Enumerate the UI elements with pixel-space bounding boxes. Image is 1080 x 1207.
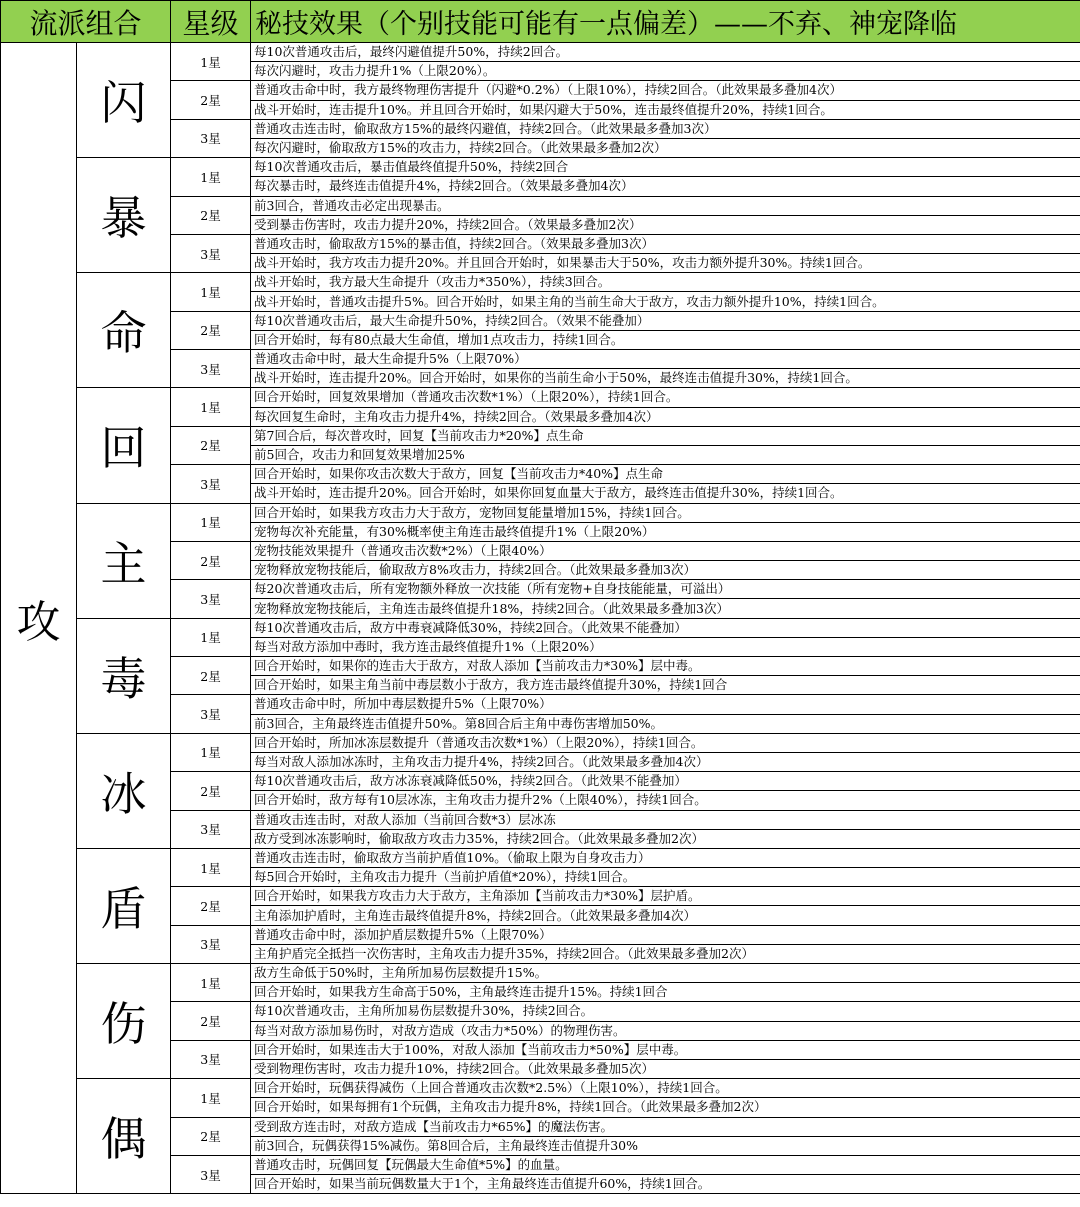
effect-text: 回合开始时，如果每拥有1个玩偶，主角攻击力提升8%，持续1回合。（此效果最多叠加2次） [251,1098,1080,1117]
effect-text: 每10次普通攻击后，最大生命提升50%，持续2回合。（效果不能叠加） [251,311,1080,330]
star-level: 3星 [171,810,251,848]
effect-text: 每次闪避时，偷取敌方15%的攻击力，持续2回合。（此效果最多叠加2次） [251,138,1080,157]
effect-text: 主角添加护盾时，主角连击最终值提升8%，持续2回合。（此效果最多叠加4次） [251,906,1080,925]
header-star: 星级 [171,1,251,43]
effect-text: 每次暴击时，最终连击值提升4%，持续2回合。（效果最多叠加4次） [251,177,1080,196]
school-name: 回 [77,388,171,503]
school-name: 盾 [77,848,171,963]
effect-text: 宠物释放宠物技能后，偷取敌方8%攻击力，持续2回合。（此效果最多叠加3次） [251,561,1080,580]
effect-text: 回合开始时，敌方每有10层冰冻，主角攻击力提升2%（上限40%），持续1回合。 [251,791,1080,810]
effect-text: 回合开始时，如果我方生命高于50%，主角最终连击提升15%。持续1回合 [251,983,1080,1002]
effect-text: 受到暴击伤害时，攻击力提升20%，持续2回合。（效果最多叠加2次） [251,215,1080,234]
effect-text: 每10次普通攻击后，敌方冰冻衰减降低50%，持续2回合。（此效果不能叠加） [251,772,1080,791]
table-row [1,618,1080,637]
effect-text: 每10次普通攻击后，敌方中毒衰减降低30%，持续2回合。（此效果不能叠加） [251,618,1080,637]
table-row [1,733,1080,752]
star-level: 1星 [171,503,251,541]
star-level: 2星 [171,196,251,234]
table-row [1,964,1080,983]
effect-text: 回合开始时，如果你的连击大于敌方，对敌人添加【当前攻击力*30%】层中毒。 [251,657,1080,676]
star-level: 1星 [171,1079,251,1117]
effect-text: 每10次普通攻击，主角所加易伤层数提升30%，持续2回合。 [251,1002,1080,1021]
effect-text: 敌方生命低于50%时，主角所加易伤层数提升15%。 [251,964,1080,983]
star-level: 3星 [171,1040,251,1078]
school-name: 毒 [77,618,171,733]
table-row [1,388,1080,407]
header-effect: 秘技效果（个别技能可能有一点偏差）——不弃、神宠降临 [251,1,1080,43]
effect-text: 战斗开始时，连击提升20%。回合开始时，如果你的当前生命小于50%，最终连击值提升30%，持续1回合。 [251,369,1080,388]
star-level: 1星 [171,388,251,426]
effect-text: 每20次普通攻击后，所有宠物额外释放一次技能（所有宠物+自身技能能量，可溢出） [251,580,1080,599]
effect-text: 宠物每次补充能量，有30%概率使主角连击最终值提升1%（上限20%） [251,522,1080,541]
effect-text: 前3回合，主角最终连击值提升50%。第8回合后主角中毒伤害增加50%。 [251,714,1080,733]
effect-text: 战斗开始时，我方最大生命提升（攻击力*350%），持续3回合。 [251,273,1080,292]
effect-text: 回合开始时，玩偶获得减伤（上回合普通攻击次数*2.5%）（上限10%），持续1回合。 [251,1079,1080,1098]
effect-text: 普通攻击时，偷取敌方15%的暴击值，持续2回合。（效果最多叠加3次） [251,234,1080,253]
star-level: 3星 [171,1155,251,1193]
star-level: 2星 [171,311,251,349]
effect-text: 普通攻击连击时，偷取敌方当前护盾值10%。（偷取上限为自身攻击力） [251,848,1080,867]
school-name: 主 [77,503,171,618]
effect-text: 回合开始时，回复效果增加（普通攻击次数*1%）（上限20%），持续1回合。 [251,388,1080,407]
star-level: 3星 [171,234,251,272]
effect-text: 每当对敌人添加冰冻时，主角攻击力提升4%，持续2回合。（此效果最多叠加4次） [251,752,1080,771]
effect-text: 前3回合，玩偶获得15%减伤。第8回合后，主角最终连击值提升30% [251,1136,1080,1155]
school-name: 暴 [77,158,171,273]
effect-text: 回合开始时，所加冰冻层数提升（普通攻击次数*1%）（上限20%），持续1回合。 [251,733,1080,752]
effect-text: 主角护盾完全抵挡一次伤害时，主角攻击力提升35%，持续2回合。（此效果最多叠加2次） [251,944,1080,963]
effect-text: 受到敌方连击时，对敌方造成【当前攻击力*65%】的魔法伤害。 [251,1117,1080,1136]
effect-text: 受到物理伤害时，攻击力提升10%，持续2回合。（此效果最多叠加5次） [251,1059,1080,1078]
effect-text: 普通攻击命中时，最大生命提升5%（上限70%） [251,350,1080,369]
star-level: 3星 [171,119,251,157]
table-body [1,43,1080,1194]
header-row [1,1,1080,43]
effect-text: 每10次普通攻击后，暴击值最终值提升50%，持续2回合 [251,158,1080,177]
star-level: 3星 [171,580,251,618]
star-level: 1星 [171,158,251,196]
star-level: 2星 [171,541,251,579]
star-level: 1星 [171,733,251,771]
effect-text: 第7回合后，每次普攻时，回复【当前攻击力*20%】点生命 [251,426,1080,445]
effect-text: 战斗开始时，我方攻击力提升20%。并且回合开始时，如果暴击大于50%，攻击力额外提升30%。持续1回合。 [251,254,1080,273]
star-level: 3星 [171,350,251,388]
effect-text: 每次回复生命时，主角攻击力提升4%，持续2回合。（效果最多叠加4次） [251,407,1080,426]
effect-text: 战斗开始时，连击提升10%。并且回合开始时，如果闪避大于50%，连击最终值提升20%，持续1回合。 [251,100,1080,119]
effect-text: 普通攻击连击时，偷取敌方15%的最终闪避值，持续2回合。（此效果最多叠加3次） [251,119,1080,138]
star-level: 1星 [171,618,251,656]
effect-text: 回合开始时，如果你攻击次数大于敌方，回复【当前攻击力*40%】点生命 [251,465,1080,484]
star-level: 2星 [171,1002,251,1040]
star-level: 3星 [171,695,251,733]
effect-text: 战斗开始时，连击提升20%。回合开始时，如果你回复血量大于敌方，最终连击值提升30%，持续1回合。 [251,484,1080,503]
effect-text: 回合开始时，如果我方攻击力大于敌方，主角添加【当前攻击力*30%】层护盾。 [251,887,1080,906]
star-level: 2星 [171,657,251,695]
header-school: 流派组合 [1,1,171,43]
star-level: 2星 [171,772,251,810]
school-name: 偶 [77,1079,171,1194]
star-level: 3星 [171,925,251,963]
effect-text: 每当对敌方添加易伤时，对敌方造成（攻击力*50%）的物理伤害。 [251,1021,1080,1040]
star-level: 3星 [171,465,251,503]
effect-text: 每10次普通攻击后，最终闪避值提升50%，持续2回合。 [251,43,1080,62]
star-level: 1星 [171,43,251,81]
effect-text: 普通攻击连击时，对敌人添加（当前回合数*3）层冰冻 [251,810,1080,829]
effect-text: 普通攻击命中时，所加中毒层数提升5%（上限70%） [251,695,1080,714]
effect-text: 战斗开始时，普通攻击提升5%。回合开始时，如果主角的当前生命大于敌方，攻击力额外提升10%，持续1回合。 [251,292,1080,311]
star-level: 2星 [171,81,251,119]
effect-text: 每次闪避时，攻击力提升1%（上限20%）。 [251,62,1080,81]
effect-text: 每5回合开始时，主角攻击力提升（当前护盾值*20%），持续1回合。 [251,868,1080,887]
table-row [1,503,1080,522]
school-name: 命 [77,273,171,388]
effect-text: 前3回合，普通攻击必定出现暴击。 [251,196,1080,215]
star-level: 2星 [171,426,251,464]
school-name: 闪 [77,43,171,158]
table-row [1,1079,1080,1098]
effect-text: 回合开始时，如果我方攻击力大于敌方，宠物回复能量增加15%，持续1回合。 [251,503,1080,522]
effect-text: 回合开始时，如果当前玩偶数量大于1个，主角最终连击值提升60%，持续1回合。 [251,1175,1080,1194]
star-level: 2星 [171,887,251,925]
effect-text: 回合开始时，如果连击大于100%，对敌人添加【当前攻击力*50%】层中毒。 [251,1040,1080,1059]
table-row [1,158,1080,177]
table-row [1,848,1080,867]
effect-text: 回合开始时，每有80点最大生命值，增加1点攻击力，持续1回合。 [251,330,1080,349]
star-level: 1星 [171,848,251,886]
effect-text: 敌方受到冰冻影响时，偷取敌方攻击力35%，持续2回合。（此效果最多叠加2次） [251,829,1080,848]
star-level: 2星 [171,1117,251,1155]
category-cell: 攻 [1,43,77,1194]
effect-text: 普通攻击命中时，我方最终物理伤害提升（闪避*0.2%）（上限10%），持续2回合。（此效果最多叠加4次） [251,81,1080,100]
school-name: 伤 [77,964,171,1079]
effect-text: 每当对敌方添加中毒时，我方连击最终值提升1%（上限20%） [251,637,1080,656]
effect-text: 普通攻击命中时，添加护盾层数提升5%（上限70%） [251,925,1080,944]
effect-text: 普通攻击时，玩偶回复【玩偶最大生命值*5%】的血量。 [251,1155,1080,1174]
school-name: 冰 [77,733,171,848]
table-row [1,43,1080,62]
effect-text: 宠物技能效果提升（普通攻击次数*2%）（上限40%） [251,541,1080,560]
table-row [1,273,1080,292]
effect-text: 宠物释放宠物技能后，主角连击最终值提升18%，持续2回合。（此效果最多叠加3次） [251,599,1080,618]
effect-text: 回合开始时，如果主角当前中毒层数小于敌方，我方连击最终值提升30%，持续1回合 [251,676,1080,695]
star-level: 1星 [171,964,251,1002]
effect-text: 前5回合，攻击力和回复效果增加25% [251,445,1080,464]
star-level: 1星 [171,273,251,311]
